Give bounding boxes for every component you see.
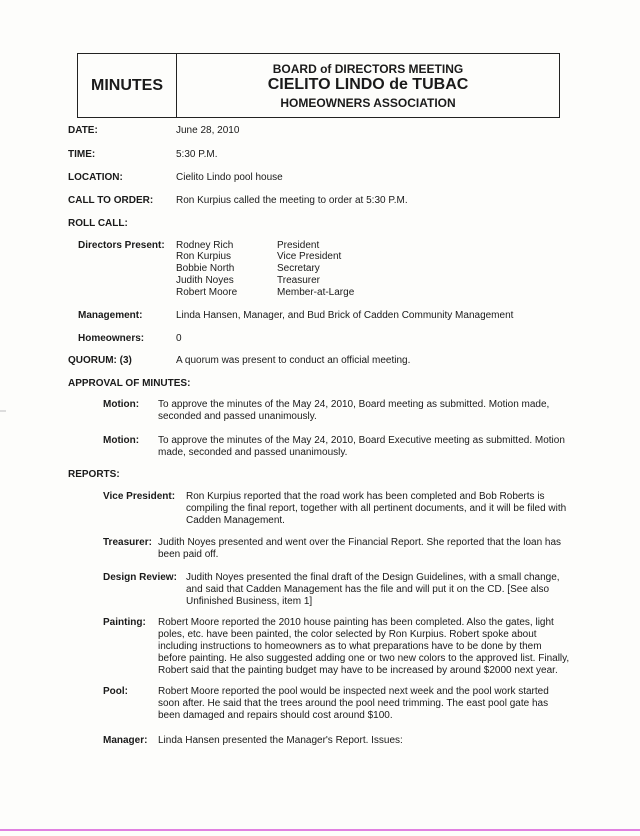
roll-call-label: ROLL CALL: bbox=[68, 218, 128, 229]
manager-report: Linda Hansen presented the Manager's Report. Issues: bbox=[158, 735, 403, 746]
vice-president-text: Ron Kurpius reported that the road work has been completed and Bob Roberts is compiling the final report, together with all pertinent documents, and it will be filed with Cadden Management. bbox=[186, 491, 567, 526]
director-role: Treasurer bbox=[277, 275, 320, 286]
location-value: Cielito Lindo pool house bbox=[176, 172, 283, 183]
motion-text: To approve the minutes of the May 24, 2010, Board meeting as submitted. Motion made, seconded and passed unanimously. bbox=[158, 399, 550, 422]
location-label: LOCATION: bbox=[68, 172, 123, 183]
vice-president-label: Vice President: bbox=[103, 491, 176, 502]
call-to-order-value: Ron Kurpius called the meeting to order at 5:30 P.M. bbox=[176, 195, 408, 206]
quorum-label: QUORUM: (3) bbox=[68, 355, 132, 366]
approval-heading: APPROVAL OF MINUTES: bbox=[68, 378, 191, 389]
director-name: Robert Moore bbox=[176, 287, 238, 298]
time-value: 5:30 P.M. bbox=[176, 149, 218, 160]
header-box bbox=[77, 53, 560, 118]
design-review-report: Judith Noyes presented the final draft of the Design Guidelines, with a small change, and said that Cadden Management has the file and will put it on the CD. [See also Unfinished Business, item 1] bbox=[186, 572, 560, 607]
painting-label: Painting: bbox=[103, 617, 146, 628]
homeowners-value: 0 bbox=[176, 333, 182, 344]
minutes-cell bbox=[78, 54, 177, 117]
pool-label: Pool: bbox=[103, 686, 128, 697]
homeowners-label: Homeowners: bbox=[78, 333, 145, 344]
date-label: DATE: bbox=[68, 125, 98, 136]
vice-president-report bbox=[186, 491, 571, 527]
date-value: June 28, 2010 bbox=[176, 125, 240, 136]
pool-report: Robert Moore reported the pool would be inspected next week and the pool work started soon after. He said that the trees around the pool need trimming. The east pool gate has been damaged and repairs should cost around $100. bbox=[158, 686, 549, 721]
time-label: TIME: bbox=[68, 149, 96, 160]
director-role: Vice President bbox=[277, 251, 342, 262]
motion-text: To approve the minutes of the May 24, 2010, Board Executive meeting as submitted. Motion made, seconded and passed unanimously. bbox=[158, 435, 565, 458]
association-name: CIELITO LINDO de TUBAC bbox=[267, 76, 469, 93]
director-name: Bobbie North bbox=[176, 263, 235, 274]
association-subtitle: HOMEOWNERS ASSOCIATION bbox=[280, 96, 456, 110]
motion-label: Motion: bbox=[103, 435, 140, 446]
quorum-value: A quorum was present to conduct an official meeting. bbox=[176, 355, 411, 366]
director-role: President bbox=[277, 240, 320, 251]
bottom-edge-line bbox=[0, 829, 640, 831]
director-role: Member-at-Large bbox=[277, 287, 355, 298]
manager-label: Manager: bbox=[103, 735, 148, 746]
motion-label: Motion: bbox=[103, 399, 140, 410]
scan-mark bbox=[0, 410, 6, 412]
management-value: Linda Hansen, Manager, and Bud Brick of Cadden Community Management bbox=[176, 310, 514, 321]
director-name: Judith Noyes bbox=[176, 275, 234, 286]
director-name: Ron Kurpius bbox=[176, 251, 232, 262]
management-label: Management: bbox=[78, 310, 143, 321]
directors-label: Directors Present: bbox=[78, 240, 165, 251]
painting-report: Robert Moore reported the 2010 house painting has been completed. Also the gates, light poles, etc. have been painted, the color selected by Ron Kurpius. Robert spoke about including instructions to homeowners as to what preparations have to be done by them before painting. He also suggested adding one or two new colors to the approved list. Finally, Robert said that the painting budget may have to be increased by around $2000 next year. bbox=[158, 617, 570, 676]
director-name: Rodney Rich bbox=[176, 240, 234, 251]
design-review-label: Design Review: bbox=[103, 572, 177, 583]
director-role: Secretary bbox=[277, 263, 320, 274]
minutes-title: MINUTES bbox=[91, 76, 163, 94]
treasurer-report: Judith Noyes presented and went over the Financial Report. She reported that the loan has been paid off. bbox=[158, 537, 562, 560]
header-title-cell bbox=[177, 54, 559, 117]
treasurer-label: Treasurer: bbox=[103, 537, 152, 548]
call-to-order-label: CALL TO ORDER: bbox=[68, 195, 154, 206]
reports-heading: REPORTS: bbox=[68, 469, 120, 480]
meeting-title: BOARD of DIRECTORS MEETING bbox=[272, 62, 464, 76]
